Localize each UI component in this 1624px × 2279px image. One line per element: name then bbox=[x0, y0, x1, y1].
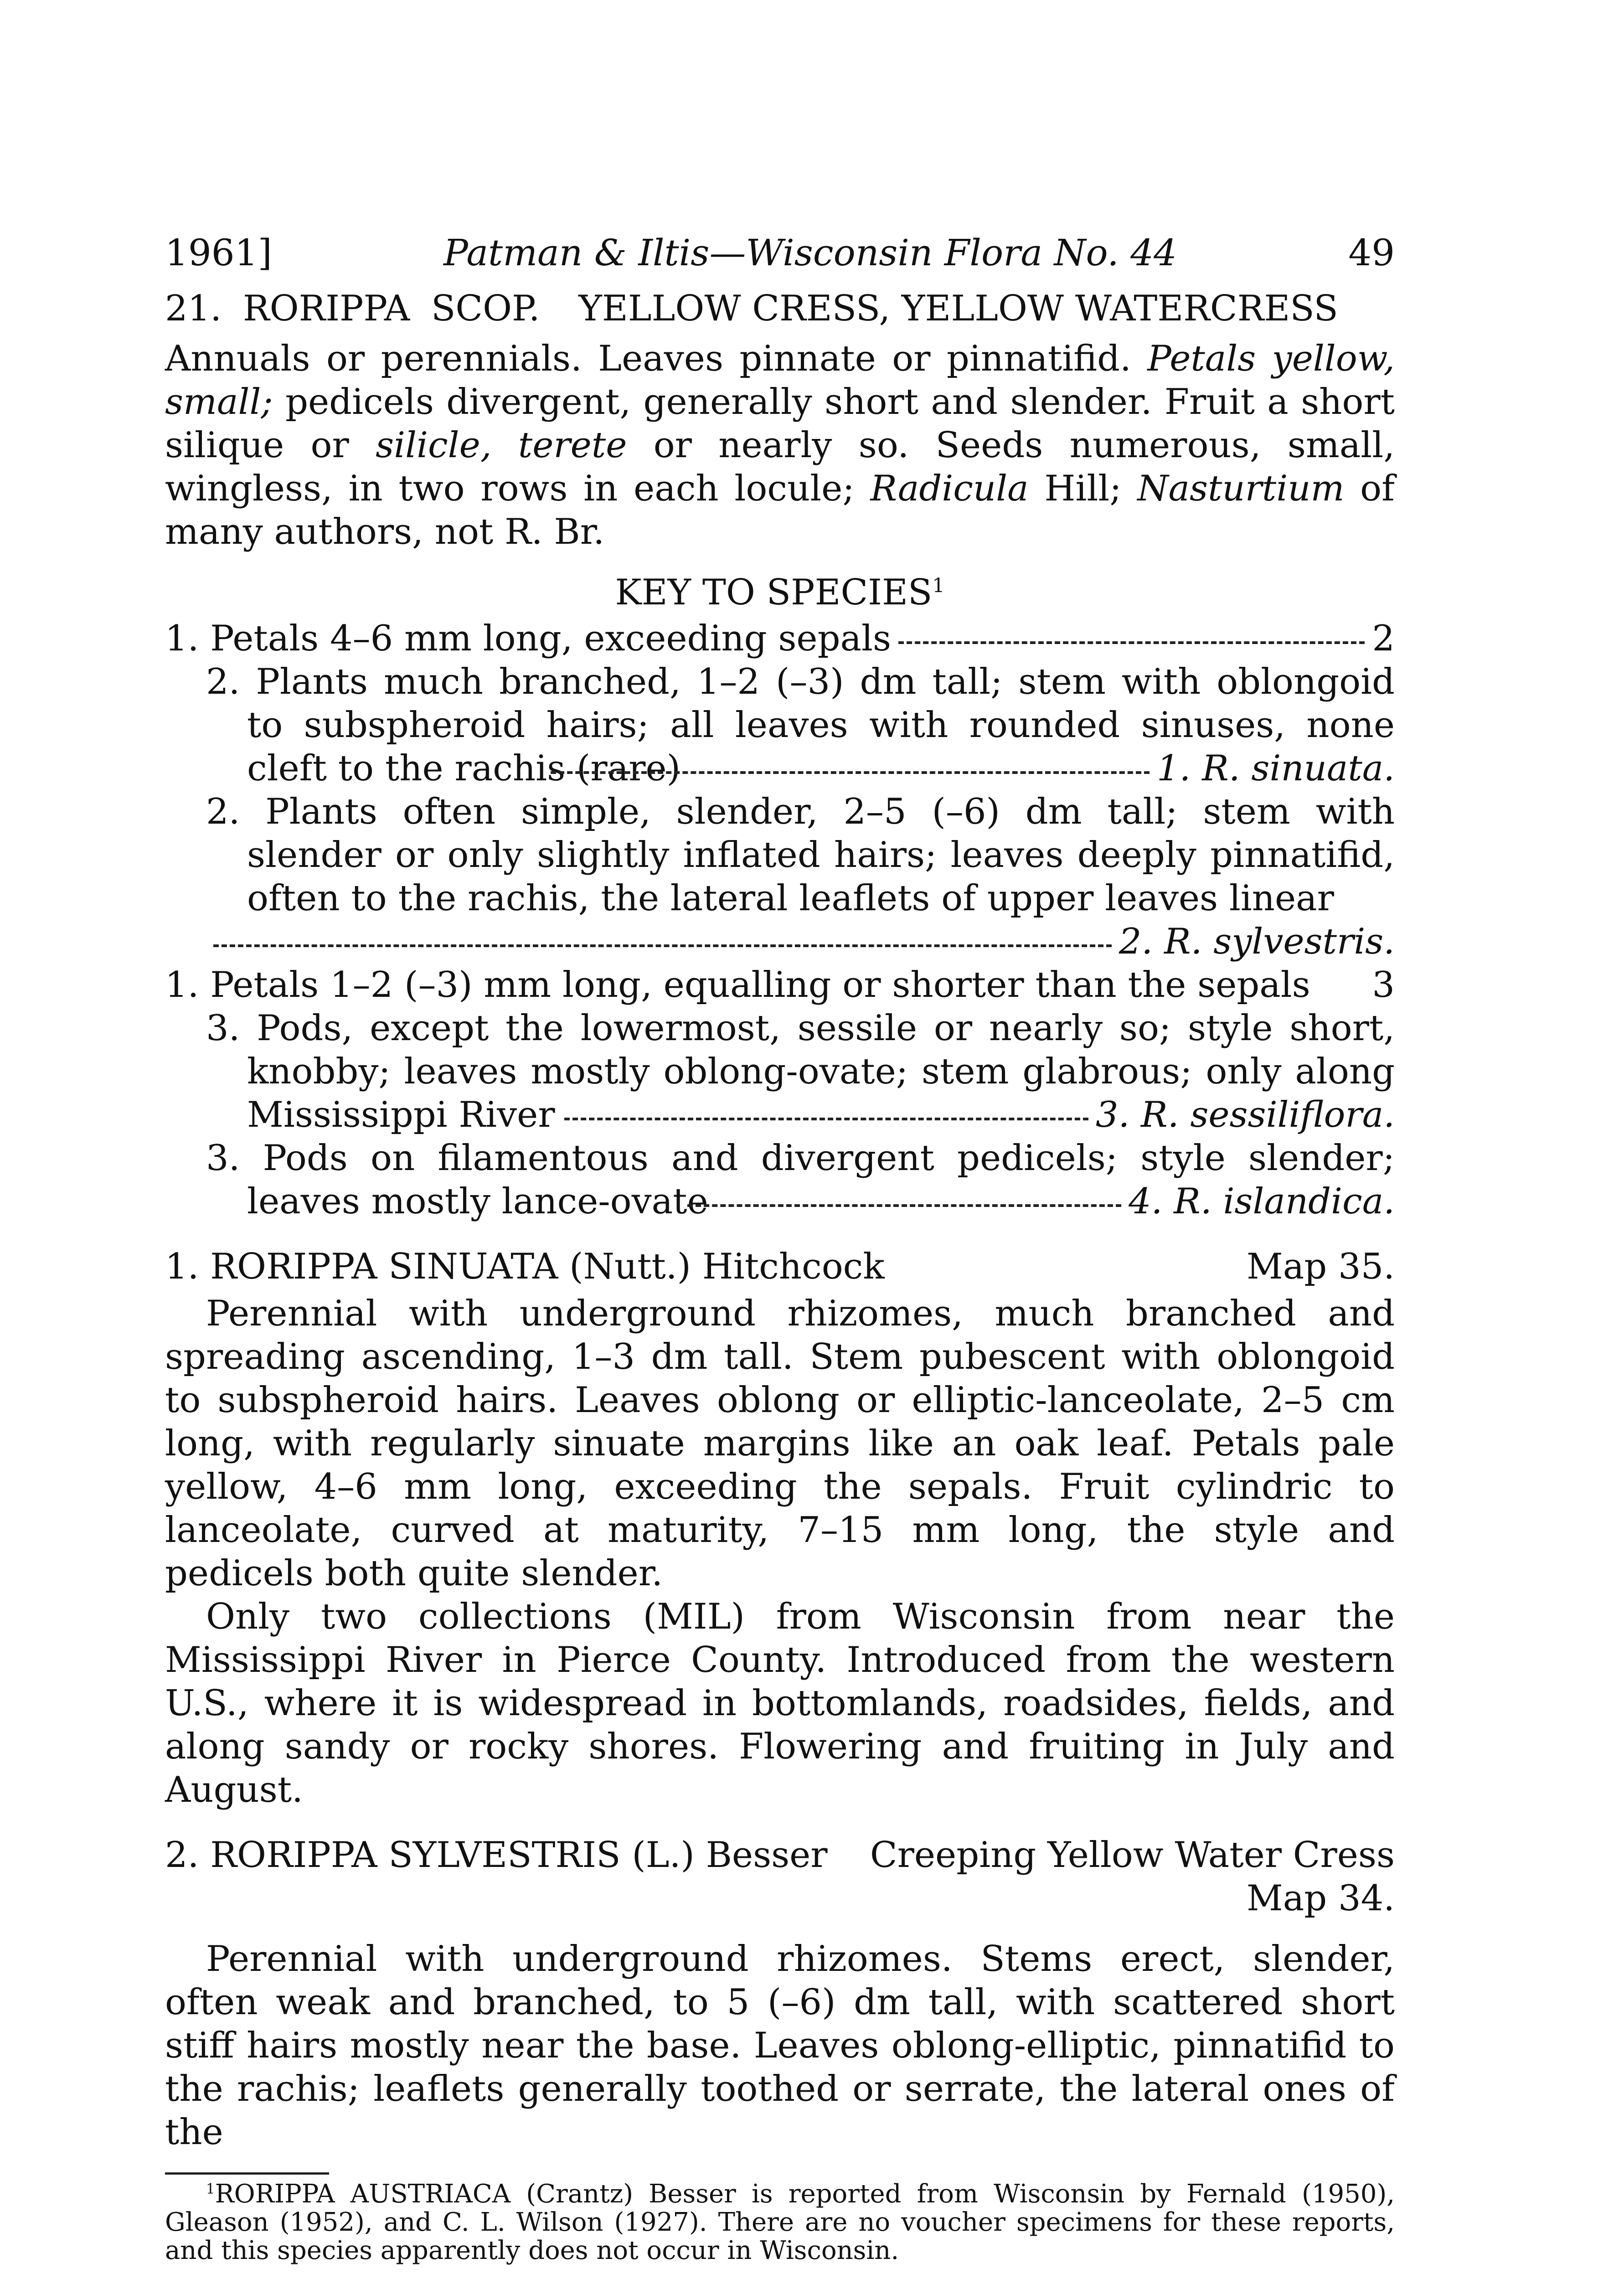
key-item: 2. Plants often simple, slender, 2–5 (–6) dm tall; stem with slender or only slightly inflated hairs; leaves deeply pinnatifid, often to the rachis, the lateral leaflets of upper leaves linear 2. R. sylvestris. bbox=[206, 791, 1395, 962]
dot-leader bbox=[898, 641, 1365, 644]
footnote-divider bbox=[165, 2172, 329, 2175]
map-reference: Map 34. bbox=[1246, 1878, 1395, 1919]
running-header bbox=[165, 226, 1395, 280]
page bbox=[165, 226, 1395, 2265]
key-item: 1. Petals 4–6 mm long, exceeding sepals 2 bbox=[165, 618, 1395, 659]
page-number: 49 bbox=[1348, 232, 1395, 274]
genus-common-name: YELLOW CRESS, YELLOW WATERCRESS bbox=[578, 288, 1338, 329]
genus-author: SCOP. bbox=[431, 288, 540, 329]
species-distribution: Only two collections (MIL) from Wisconsin from near the Mississippi River in Pierce County. Introduced from the western U.S., where it is widespread in bottomlands, roadsides, fields, and along sandy or rocky shores. Flowering and fruiting in July and August. bbox=[165, 1596, 1395, 1810]
map-reference: Map 35. bbox=[1246, 1246, 1395, 1287]
dot-leader bbox=[551, 771, 1150, 774]
species-key bbox=[165, 617, 1395, 1223]
species-heading-sylvestris: 2. RORIPPA SYLVESTRIS (L.) Besser Creeping Yellow Water Cress bbox=[165, 1834, 1395, 1877]
genus-name: RORIPPA bbox=[242, 288, 410, 329]
genus-number: 21. bbox=[165, 288, 222, 329]
key-item: 3. Pods on filamentous and divergent pedicels; style slender; leaves mostly lance-ovate 4. R. islandica. bbox=[206, 1138, 1395, 1222]
header-year: 1961] bbox=[165, 232, 272, 274]
genus-description: Annuals or perennials. Leaves pinnate or pinnatifid. Petals yellow, small; pedicels divergent, generally short and slender. Fruit a short silique or silicle, terete or nearly so. Seeds numerous, small, wingless, in two rows in each locule; Radicula Hill; Nasturtium of many authors, not R. Br. bbox=[165, 338, 1395, 552]
species-heading-sinuata: 1. RORIPPA SINUATA (Nutt.) Hitchcock Map 35. bbox=[165, 1245, 1395, 1289]
footnote: $^1$RORIPPA AUSTRIACA (Crantz) Besser is reported from Wisconsin by Fernald (1950), Gleason (1952), and C. L. Wilson (1927). There are no voucher specimens for these reports, and this species apparently does not occur in Wisconsin. bbox=[165, 2179, 1395, 2265]
key-item: 1. Petals 1–2 (–3) mm long, equalling or shorter than the sepals 3 bbox=[165, 964, 1395, 1005]
dot-leader bbox=[687, 1204, 1121, 1207]
dot-leader bbox=[564, 1118, 1088, 1120]
genus-heading bbox=[165, 280, 1395, 337]
header-title: Patman & Iltis—Wisconsin Flora No. 44 bbox=[443, 232, 1177, 274]
key-item: 3. Pods, except the lowermost, sessile or nearly so; style short, knobby; leaves mostly oblong-ovate; stem glabrous; only along Mississippi River 3. R. sessiliflora. bbox=[206, 1008, 1395, 1135]
dot-leader bbox=[213, 944, 1112, 947]
common-name: Creeping Yellow Water Cress bbox=[870, 1835, 1395, 1876]
species-description: Perennial with underground rhizomes. Stems erect, slender, often weak and branched, to 5 (–6) dm tall, with scattered short stiff hairs mostly near the base. Leaves oblong-elliptic, pinnatifid to the rachis; leaflets generally toothed or serrate, the lateral ones of the bbox=[165, 1939, 1395, 2153]
key-item: 2. Plants much branched, 1–2 (–3) dm tall; stem with oblongoid to subspheroid hairs; all leaves with rounded sinuses, none cleft to the rachis (rare) 1. R. sinuata. bbox=[206, 661, 1395, 789]
species-description: Perennial with underground rhizomes, much branched and spreading ascending, 1–3 dm tall. Stem pubescent with oblongoid to subspheroid hairs. Leaves oblong or elliptic-lanceolate, 2–5 cm long, with regularly sinuate margins like an oak leaf. Petals pale yellow, 4–6 mm long, exceeding the sepals. Fruit cylindric to lanceolate, curved at maturity, 7–15 mm long, the style and pedicels both quite slender. bbox=[165, 1293, 1395, 1594]
key-title: KEY TO SPECIES$^1$ bbox=[615, 572, 945, 613]
